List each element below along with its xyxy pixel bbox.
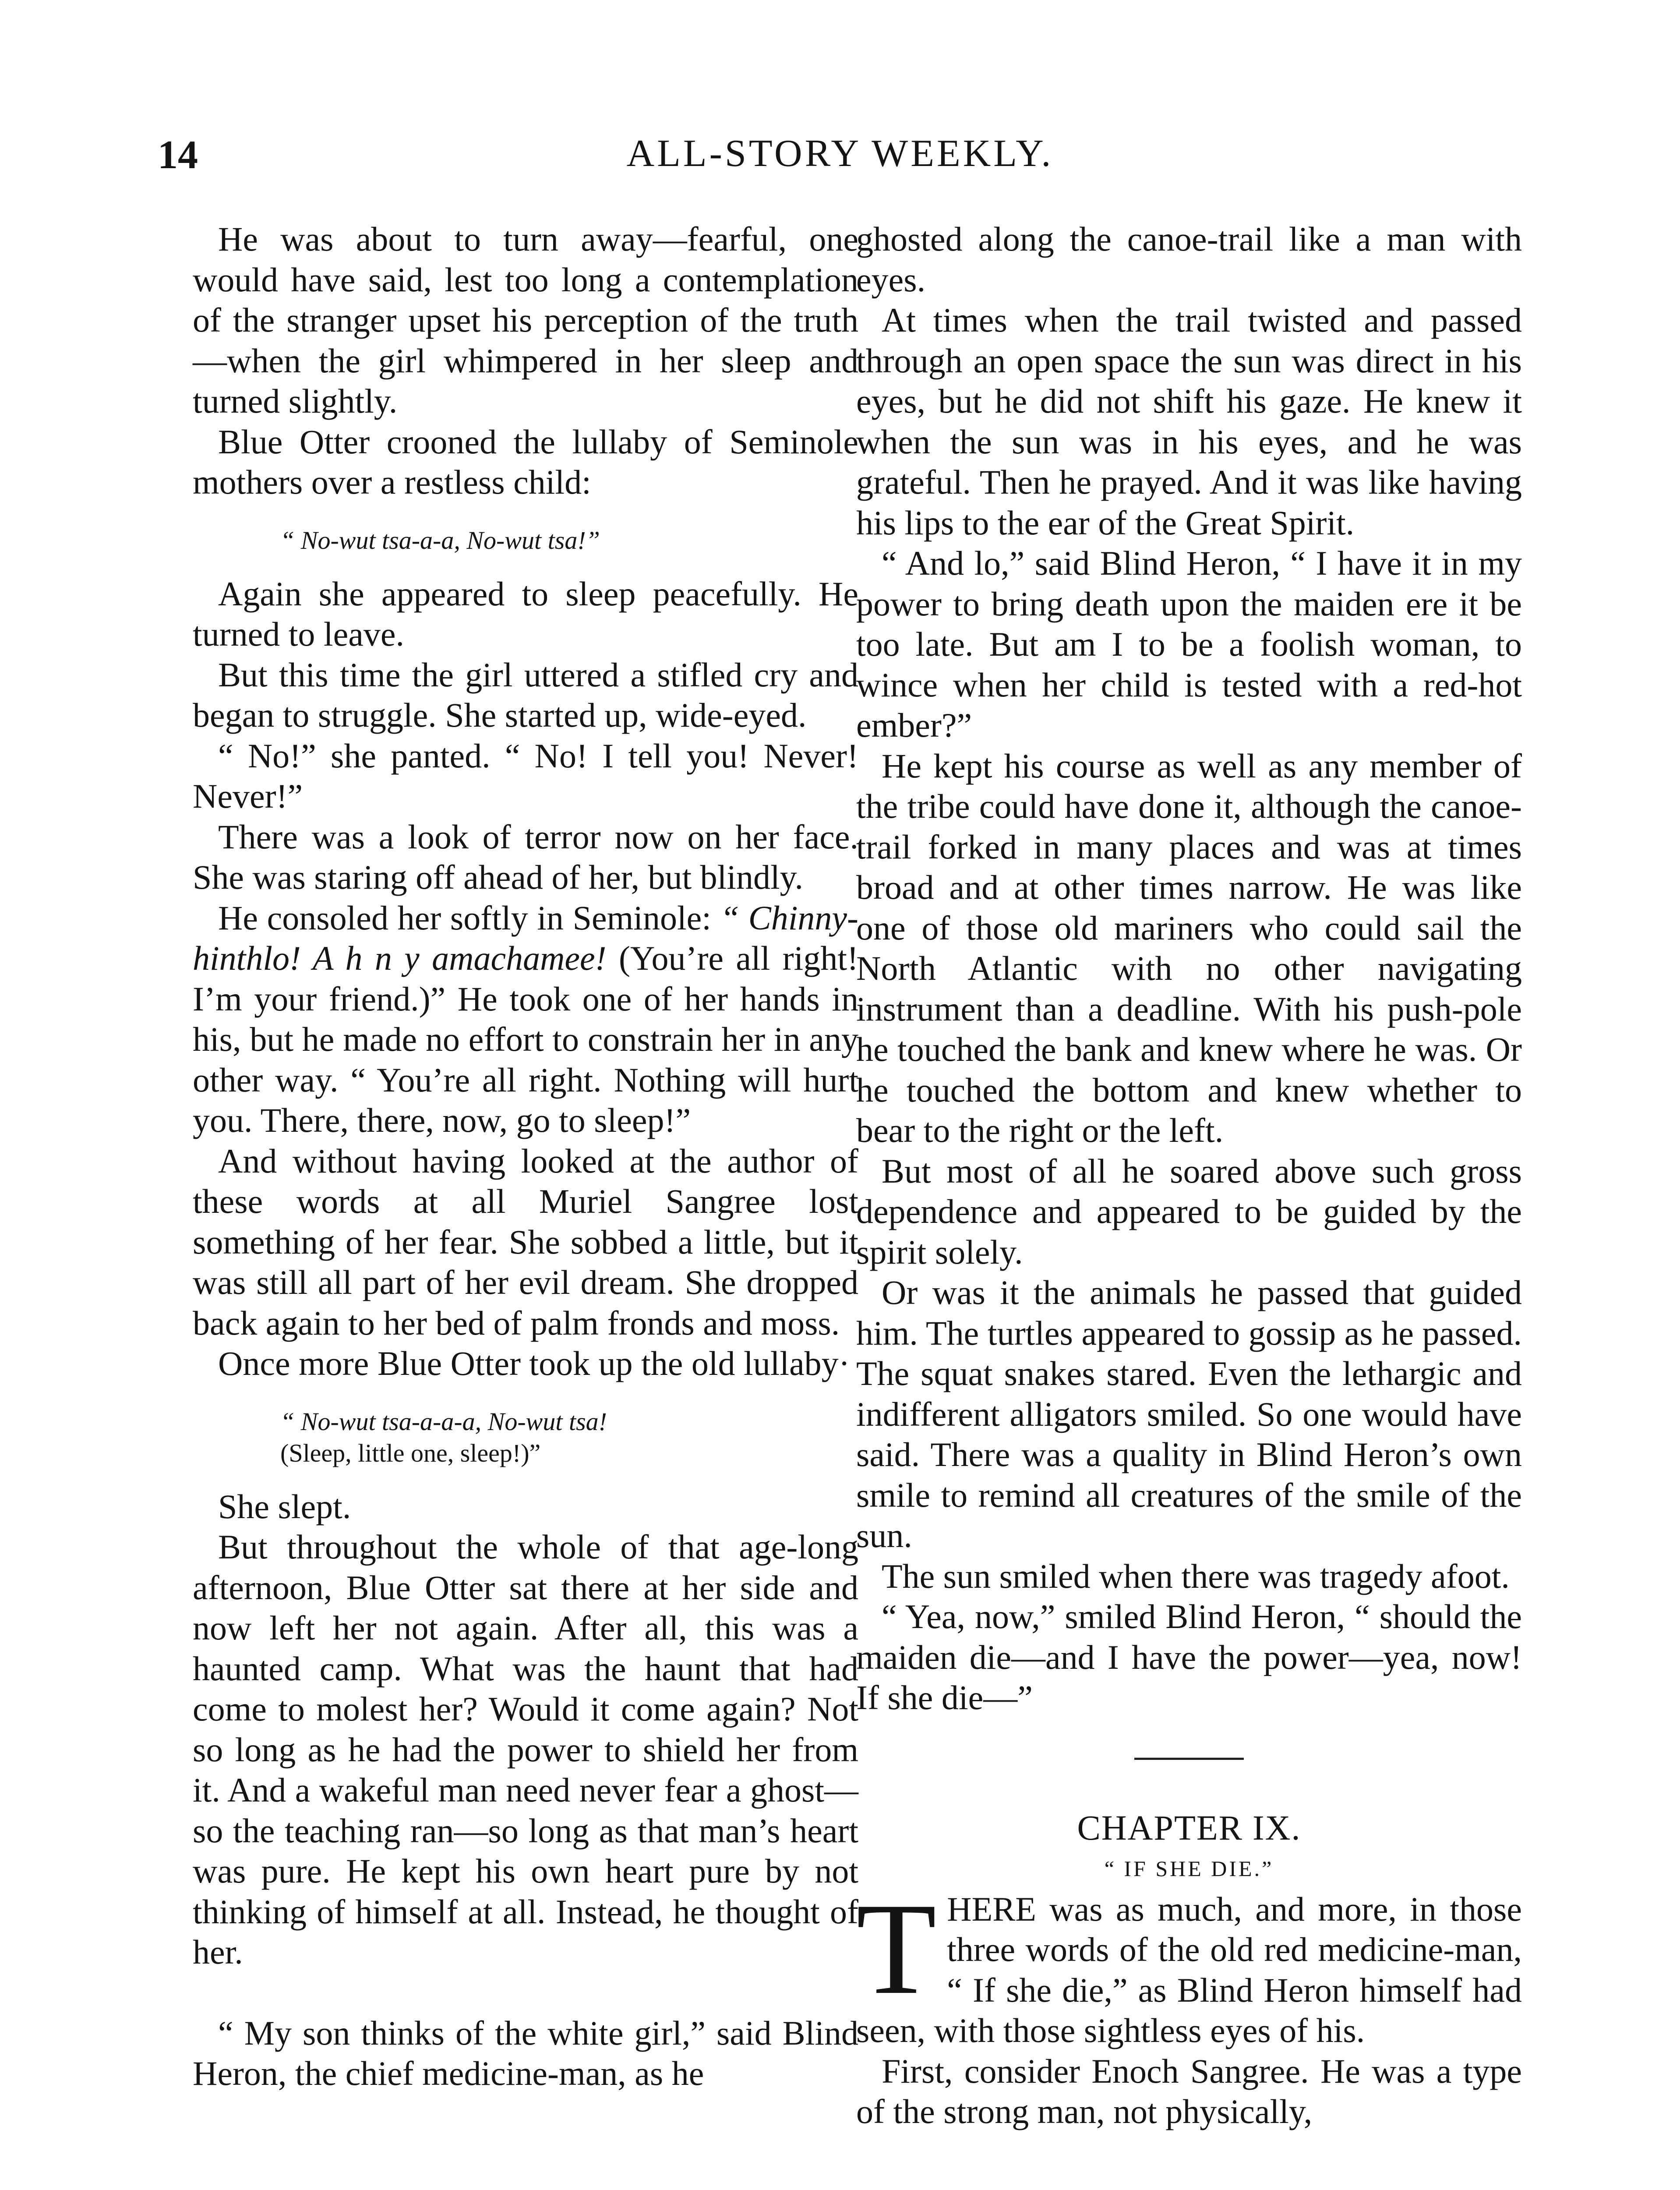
- page-number: 14: [158, 132, 198, 177]
- paragraph: “ Yea, now,” smiled Blind Heron, “ should the maiden die—and I have the power—yea, now! If she die—”: [856, 1597, 1522, 1717]
- paragraph: And without having looked at the author of these words at all Muriel Sangree lost something of her fear. She sobbed a little, but it was still all part of her evil dream. She dropped back again to her bed of palm fronds and moss.: [193, 1141, 858, 1342]
- paragraph-text: He consoled her softly in Seminole:: [218, 898, 720, 937]
- paragraph: There was a look of terror now on her face. She was staring off ahead of her, but blindly.: [193, 817, 858, 896]
- paragraph: But most of all he soared above such gross dependence and appeared to be guided by the spirit solely.: [856, 1152, 1522, 1271]
- paragraph: But this time the girl uttered a stifled cry and began to struggle. She started up, wide-eyed.: [193, 655, 858, 734]
- page-header: [0, 131, 1680, 193]
- section-divider: [1134, 1758, 1244, 1760]
- paragraph: “ And lo,” said Blind Heron, “ I have it in my power to bring death upon the maiden ere it be too late. But am I to be a foolish woman, to wince when her child is tested with a red-hot ember?”: [856, 544, 1522, 744]
- verse-line: “ No-wut tsa-a-a-a, No-wut tsa!: [280, 1407, 607, 1436]
- paragraph: “ No!” she panted. “ No! I tell you! Never! Never!”: [193, 736, 858, 815]
- paragraph: ghosted along the canoe-trail like a man with eyes.: [856, 220, 1522, 299]
- running-title: ALL-STORY WEEKLY.: [626, 132, 1054, 175]
- chapter-title: CHAPTER IX.: [1077, 1809, 1301, 1847]
- paragraph: At times when the trail twisted and passed through an open space the sun was direct in his eyes, but he did not shift his gaze. He knew it when the sun was in his eyes, and he was grateful. Then he prayed. And it was like having his lips to the ear of the Great Spirit.: [856, 301, 1522, 542]
- lullaby-verse: [193, 1406, 858, 1469]
- paragraph: Or was it the animals he passed that guided him. The turtles appeared to gossip as he passed. The squat snakes stared. Even the lethargic and indifferent alligators smiled. So one would have said. There was a quality in Blind Heron’s own smile to remind all creatures of the smile of the sun.: [856, 1273, 1522, 1554]
- paragraph: First, consider Enoch Sangree. He was a type of the strong man, not physically,: [856, 2052, 1522, 2130]
- paragraph: The sun smiled when there was tragedy afoot.: [882, 1557, 1510, 1595]
- paragraph: But throughout the whole of that age-long afternoon, Blue Otter sat there at her side and now left her not again. After all, this was a haunted camp. What was the haunt that had come to molest her? Would it come again? Not so long as he had the power to shield her from it. And a wakeful man need never fear a ghost—so the teaching ran—so long as that man’s heart was pure. He kept his own heart pure by not thinking of himself at all. Instead, he thought of her.: [193, 1528, 858, 1971]
- chapter-subtitle: “ IF SHE DIE.”: [1104, 1856, 1274, 1881]
- paragraph: She slept.: [218, 1487, 351, 1526]
- paragraph: [193, 898, 858, 1141]
- paragraph: He was about to turn away—fearful, one would have said, lest too long a contemplation of the stranger upset his perception of the truth—when the girl whimpered in her sleep and turned slightly.: [193, 220, 858, 420]
- paragraph: Again she appeared to sleep peacefully. He turned to leave.: [193, 574, 858, 653]
- paragraph: [856, 1876, 1522, 2051]
- seminole-phrase: “ Chinny-hinthlo! A h n y amachamee!: [193, 898, 858, 977]
- right-column: [856, 219, 1522, 2132]
- lullaby-verse: “ No-wut tsa-a-a, No-wut tsa!”: [280, 526, 600, 555]
- left-column: [193, 219, 858, 2094]
- paragraph: Once more Blue Otter took up the old lullaby·: [218, 1344, 850, 1382]
- paragraph-text: HERE was as much, and more, in those three words of the old red medicine-man, “ If she die,” as Blind Heron himself had seen, with those sightless eyes of his.: [856, 1890, 1522, 2049]
- drop-cap: T: [856, 1876, 937, 2021]
- paragraph: He kept his course as well as any member of the tribe could have done it, although the canoe-trail forked in many places and was at times broad and at other times narrow. He was like one of those old mariners who could sail the North Atlantic with no other navigating instrument than a deadline. With his push-pole he touched the bank and knew where he was. Or he touched the bottom and knew whether to bear to the right or the left.: [856, 746, 1522, 1149]
- verse-line: (Sleep, little one, sleep!)”: [280, 1438, 541, 1467]
- paragraph-text: (You’re all right! I’m your friend.)” He took one of her hands in his, but he made no effort to constrain her in any other way. “ You’re all right. Nothing will hurt you. There, there, now, go to sleep!”: [193, 939, 858, 1139]
- paragraph: “ My son thinks of the white girl,” said Blind Heron, the chief medicine-man, as he: [193, 2013, 858, 2092]
- paragraph: Blue Otter crooned the lullaby of Seminole mothers over a restless child:: [193, 422, 858, 501]
